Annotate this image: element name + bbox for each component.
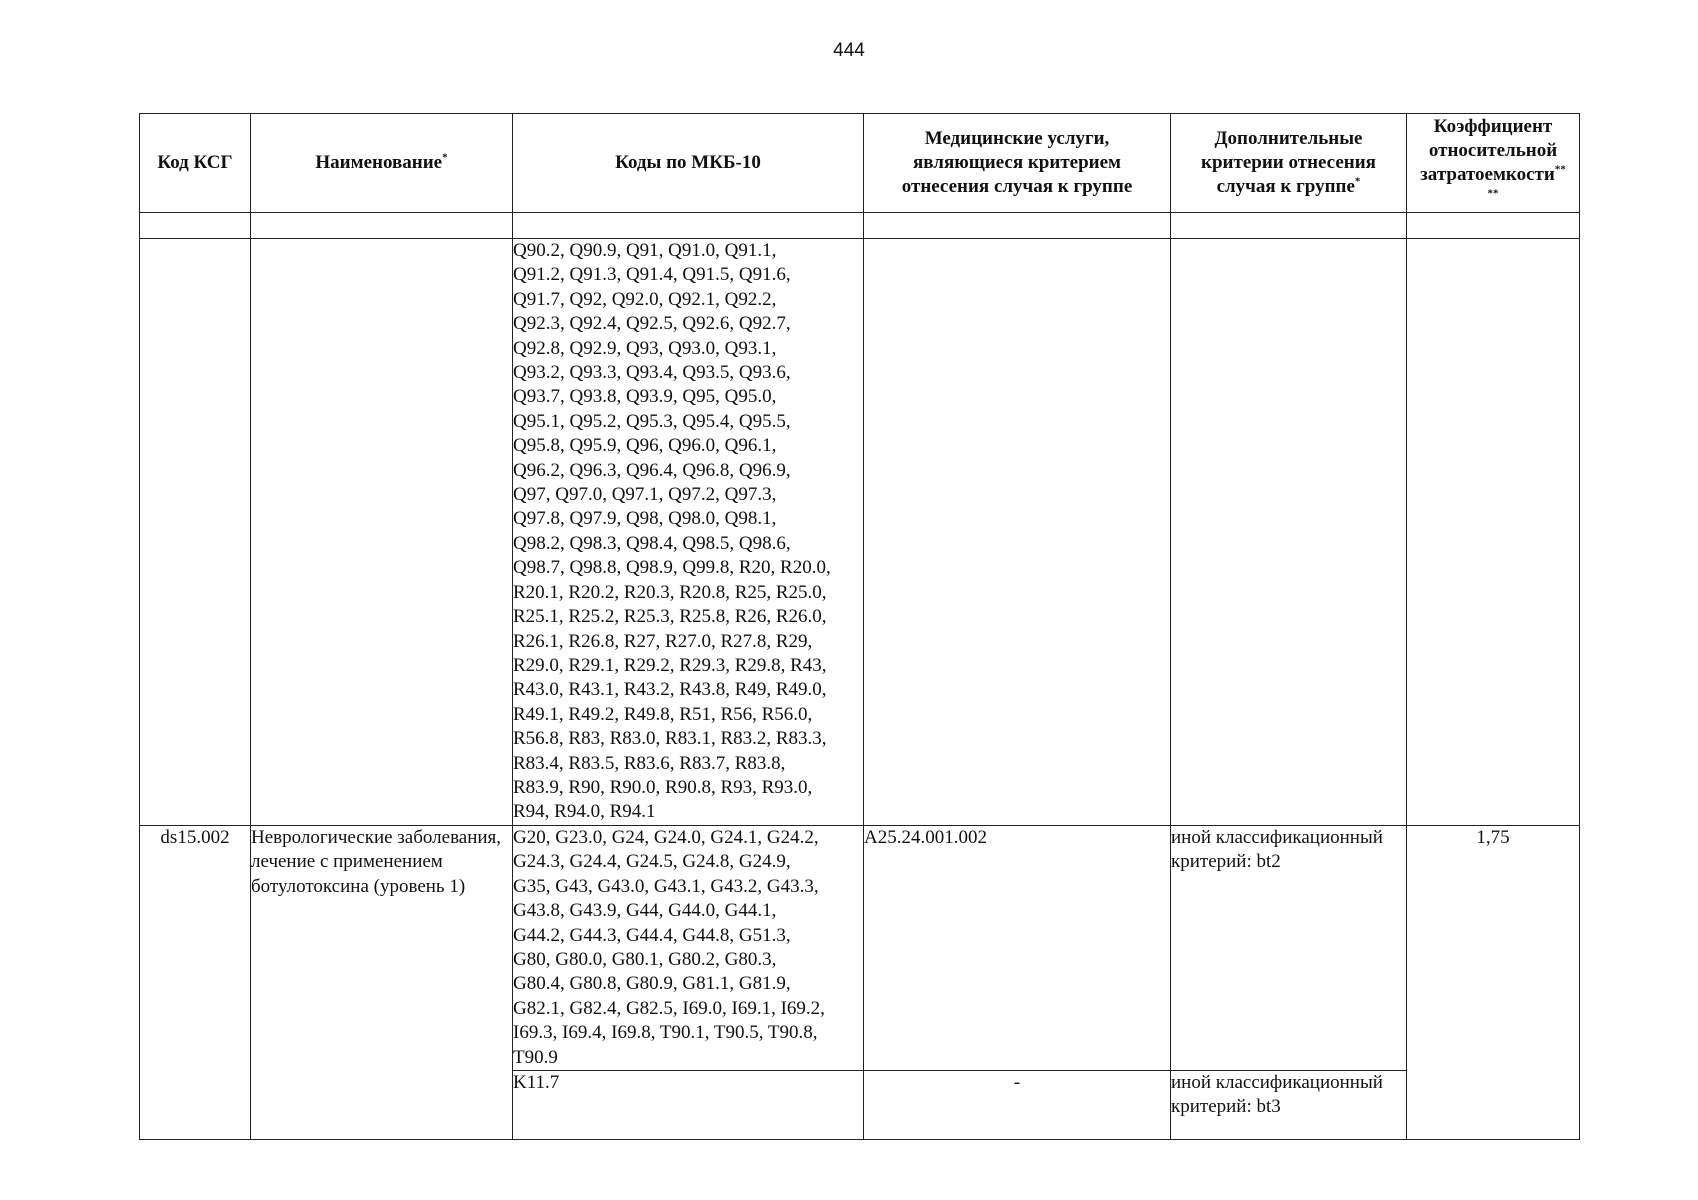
empty-cell <box>1171 213 1407 239</box>
header-icd-codes: Коды по МКБ-10 <box>513 114 864 213</box>
ksg-table <box>139 113 1580 1140</box>
header-code: Код КСГ <box>140 114 251 213</box>
cell-services: - <box>864 1071 1171 1140</box>
empty-cell <box>1407 213 1580 239</box>
empty-cell <box>864 213 1171 239</box>
cell-criteria: иной классификационный критерий: bt2 <box>1171 826 1407 1071</box>
cell-services <box>864 239 1171 826</box>
cell-name: Неврологические заболевания, лечение с применением ботулотоксина (уровень 1) <box>251 826 513 1140</box>
empty-cell <box>251 213 513 239</box>
header-row <box>140 114 1580 213</box>
table-row-continued <box>140 239 1580 826</box>
cell-criteria: иной классификационный критерий: bt3 <box>1171 1071 1407 1140</box>
footnote-mark: * <box>442 151 448 164</box>
cell-coefficient <box>1407 239 1580 826</box>
empty-cell <box>513 213 864 239</box>
cell-services: A25.24.001.002 <box>864 826 1171 1071</box>
footnote-mark: ** <box>1554 163 1566 176</box>
cell-icd-codes: Q90.2, Q90.9, Q91, Q91.0, Q91.1, Q91.2, Q91.3, Q91.4, Q91.5, Q91.6, Q91.7, Q92, Q92.0, Q92.1, Q92.2, Q92.3, Q92.4, Q92.5, Q92.6, Q92.7, Q92.8, Q92.9, Q93, Q93.0, Q93.1, Q93.2, Q93.3, Q93.4, Q93.5, Q93.6, Q93.7, Q93.8, Q93.9, Q95, Q95.0, Q95.1, Q95.2, Q95.3, Q95.4, Q95.5, Q95.8, Q95.9, Q96, Q96.0, Q96.1, Q96.2, Q96.3, Q96.4, Q96.8, Q96.9, Q97, Q97.0, Q97.1, Q97.2, Q97.3, Q97.8, Q97.9, Q98, Q98.0, Q98.1, Q98.2, Q98.3, Q98.4, Q98.5, Q98.6, Q98.7, Q98.8, Q98.9, Q99.8, R20, R20.0, R20.1, R20.2, R20.3, R20.8, R25, R25.0, R25.1, R25.2, R25.3, R25.8, R26, R26.0, R26.1, R26.8, R27, R27.0, R27.8, R29, R29.0, R29.1, R29.2, R29.3, R29.8, R43, R43.0, R43.1, R43.2, R43.8, R49, R49.0, R49.1, R49.2, R49.8, R51, R56, R56.0, R56.8, R83, R83.0, R83.1, R83.2, R83.3, R83.4, R83.5, R83.6, R83.7, R83.8, R83.9, R90, R90.0, R90.8, R93, R93.0, R94, R94.0, R94.1 <box>513 239 864 826</box>
header-medical-services: Медицинские услуги, являющиеся критерием отнесения случая к группе <box>864 114 1171 213</box>
page-number: 444 <box>833 40 865 61</box>
cell-icd-codes: G20, G23.0, G24, G24.0, G24.1, G24.2, G24.3, G24.4, G24.5, G24.8, G24.9, G35, G43, G43.0, G43.1, G43.2, G43.3, G43.8, G43.9, G44, G44.0, G44.1, G44.2, G44.3, G44.4, G44.8, G51.3, G80, G80.0, G80.1, G80.2, G80.3, G80.4, G80.8, G80.9, G81.1, G81.9, G82.1, G82.4, G82.5, I69.0, I69.1, I69.2, I69.3, I69.4, I69.8, T90.1, T90.5, T90.8, T90.9 <box>513 826 864 1071</box>
footnote-mark: ** <box>1487 187 1499 200</box>
cell-criteria <box>1171 239 1407 826</box>
header-coefficient: Коэффициент относительной затратоемкости** ** <box>1407 114 1580 213</box>
cell-name <box>251 239 513 826</box>
cell-code: ds15.002 <box>140 826 251 1140</box>
table-row-ds15-002 <box>140 826 1580 1071</box>
cell-code <box>140 239 251 826</box>
empty-cell <box>140 213 251 239</box>
header-additional-criteria: Дополнительные критерии отнесения случая к группе* <box>1171 114 1407 213</box>
footnote-mark: * <box>1354 175 1361 188</box>
cell-coefficient: 1,75 <box>1407 826 1580 1140</box>
empty-row <box>140 213 1580 239</box>
header-name: Наименование* <box>251 114 513 213</box>
cell-icd-codes: K11.7 <box>513 1071 864 1140</box>
